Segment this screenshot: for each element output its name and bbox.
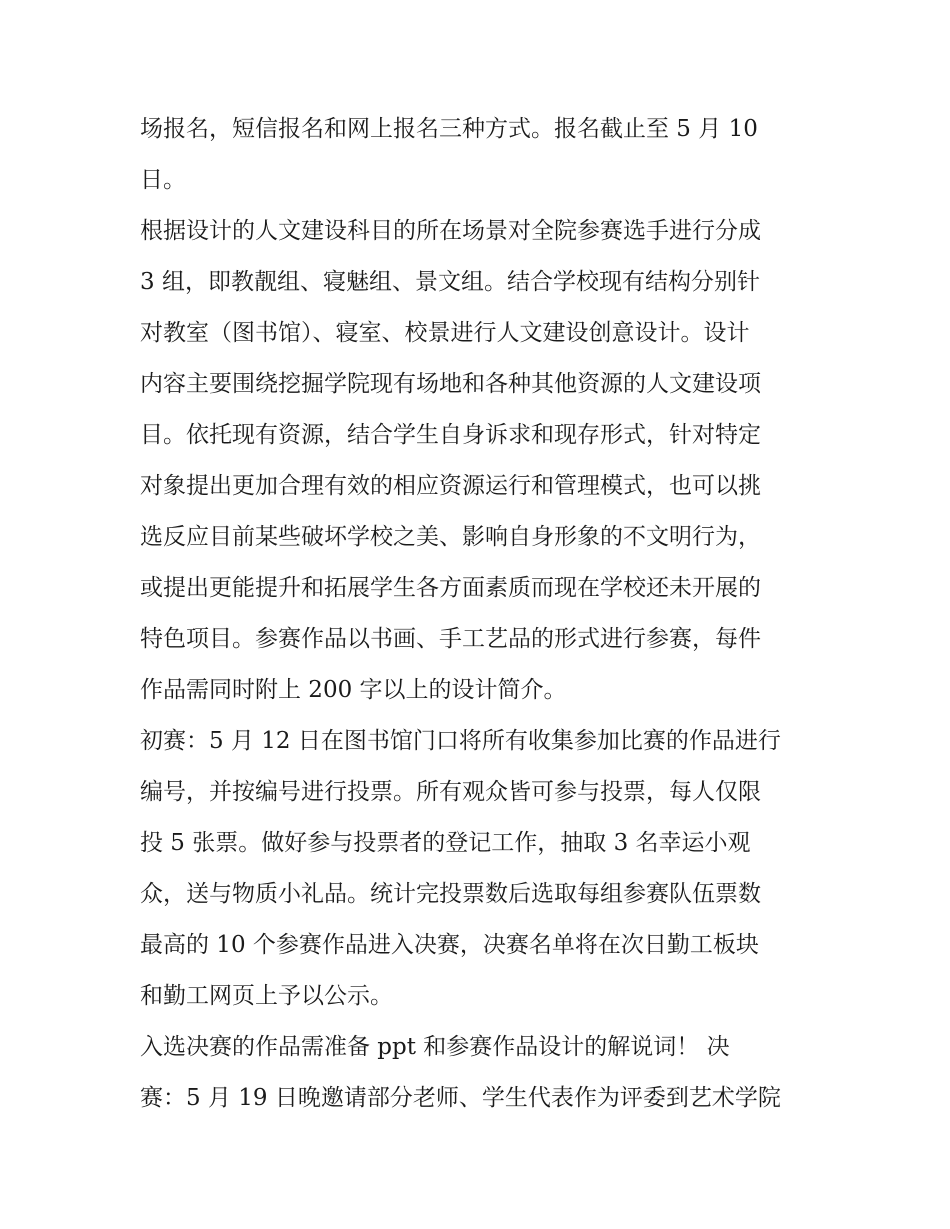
text-line: 众，送与物质小礼品。统计完投票数后选取每组参赛队伍票数 <box>140 881 761 907</box>
text-line: 投 5 张票。做好参与投票者的登记工作，抽取 3 名幸运小观 <box>140 830 751 856</box>
text-line: 对教室（图书馆）、寝室、校景进行人文建设创意设计。设计 <box>140 320 750 346</box>
text-line: 根据设计的人文建设科目的所在场景对全院参赛选手进行分成 <box>140 218 761 244</box>
text-line: 目。依托现有资源，结合学生自身诉求和现存形式，针对特定 <box>140 422 761 448</box>
text-line: 对象提出更加合理有效的相应资源运行和管理模式，也可以挑 <box>140 473 761 499</box>
text-line: 特色项目。参赛作品以书画、手工艺品的形式进行参赛，每件 <box>140 626 761 652</box>
text-line: 内容主要围绕挖掘学院现有场地和各种其他资源的人文建设项 <box>140 371 761 397</box>
text-line: 选反应目前某些破坏学校之美、影响自身形象的不文明行为， <box>140 524 761 550</box>
text-line: 作品需同时附上 200 字以上的设计简介。 <box>140 677 567 703</box>
text-line: 编号，并按编号进行投票。所有观众皆可参与投票，每人仅限 <box>140 779 761 805</box>
text-line: 或提出更能提升和拓展学生各方面素质而现在学校还未开展的 <box>140 575 761 601</box>
document-body <box>140 104 820 1124</box>
text-line: 3 组，即教靓组、寝魅组、景文组。结合学校现有结构分别针 <box>140 269 760 295</box>
text-line: 入选决赛的作品需准备 ppt 和参赛作品设计的解说词！ 决 <box>140 1034 730 1060</box>
text-line: 最高的 10 个参赛作品进入决赛，决赛名单将在次日勤工板块 <box>140 932 759 958</box>
text-line: 日。 <box>140 167 186 193</box>
text-line: 赛：5 月 19 日晚邀请部分老师、学生代表作为评委到艺术学院 <box>140 1085 781 1111</box>
text-line: 和勤工网页上予以公示。 <box>140 983 393 1009</box>
text-line: 场报名，短信报名和网上报名三种方式。报名截止至 5 月 10 <box>140 116 758 142</box>
text-line: 初赛：5 月 12 日在图书馆门口将所有收集参加比赛的作品进行 <box>140 728 781 754</box>
